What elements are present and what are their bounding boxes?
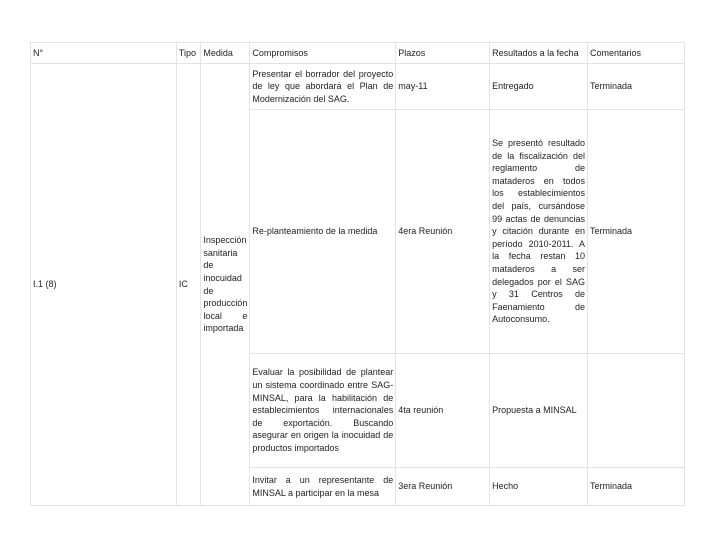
header-compromisos: Compromisos (250, 43, 396, 64)
measure-type: IC (176, 64, 200, 506)
table-header-row (31, 43, 685, 64)
header-tipo: Tipo (176, 43, 200, 64)
comment-cell: Terminada (588, 468, 685, 506)
header-no: N° (31, 43, 177, 64)
comment-cell: Terminada (588, 64, 685, 110)
deadline-cell: may-11 (396, 64, 490, 110)
result-cell: Se presentó resultado de la fiscalización del reglamento de mataderos en todos los establecimientos del país, cursándose 99 actas de denuncias y citación durante en período 2010-2011. A la fecha restan 10 mataderos a ser delegados por el SAG y 31 Centros de Faenamiento de Autoconsumo. (490, 110, 588, 354)
commitments-table (30, 42, 685, 506)
result-cell: Hecho (490, 468, 588, 506)
comment-cell (588, 354, 685, 468)
commitment-cell: Invitar a un representante de MINSAL a participar en la mesa (250, 468, 396, 506)
header-plazos: Plazos (396, 43, 490, 64)
header-comentarios: Comentarios (588, 43, 685, 64)
commitment-cell: Evaluar la posibilidad de plantear un sistema coordinado entre SAG-MINSAL, para la habilitación de establecimientos internacionales de exportación. Buscando asegurar en origen la inocuidad de productos importados (250, 354, 396, 468)
result-cell: Entregado (490, 64, 588, 110)
header-medida: Medida (201, 43, 250, 64)
deadline-cell: 4ta reunión (396, 354, 490, 468)
measure-number: I.1 (8) (31, 64, 177, 506)
table-row (31, 64, 685, 110)
deadline-cell: 3era Reunión (396, 468, 490, 506)
result-cell: Propuesta a MINSAL (490, 354, 588, 468)
commitment-cell: Presentar el borrador del proyecto de ley que abordará el Plan de Modernización del SAG. (250, 64, 396, 110)
commitment-cell: Re-planteamiento de la medida (250, 110, 396, 354)
deadline-cell: 4era Reunión (396, 110, 490, 354)
comment-cell: Terminada (588, 110, 685, 354)
header-resultados: Resultados a la fecha (490, 43, 588, 64)
measure-description: Inspección sanitaria de inocuidad de producción local e importada (201, 64, 250, 506)
